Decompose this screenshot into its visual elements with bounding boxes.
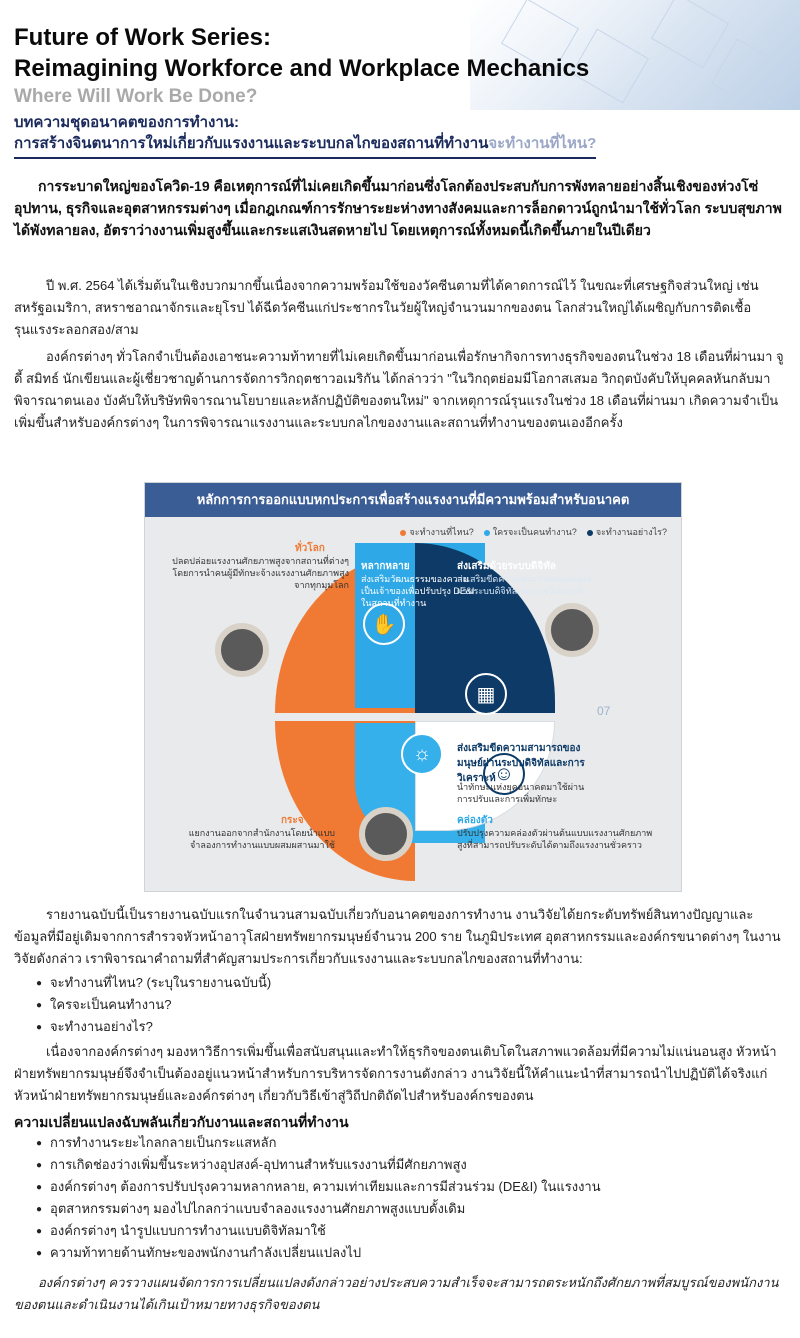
principle-digital-title: ส่งเสริมด้วยระบบดิจิทัล: [457, 561, 556, 572]
principle-global-text: ปลดปล่อยแรงงานศักยภาพสูงจากสถานที่ต่างๆ โดยการนำคนผู้มีทักษะจ้างแรงงานศักยภาพสูงจากทุกมุมโลก: [172, 556, 349, 590]
principle-diverse-text: ส่งเสริมวัฒนธรรมของความเป็นเจ้าของเพื่อปรับปรุง DE&I ในสถานที่ทำงาน: [361, 574, 475, 608]
lightbulb-icon: ☼: [401, 733, 443, 775]
principle-human-title: ส่งเสริมขีดความสามารถของมนุษย์ผ่านระบบดิจิทัลและการวิเคราะห์: [457, 743, 585, 784]
paragraph-1: ปี พ.ศ. 2564 ได้เริ่มต้นในเชิงบวกมากขึ้นเนื่องจากความพร้อมใช้ของวัคซีนตามที่ได้คาดการณ์ไว้ ในขณะที่เศรษฐกิจส่วนใหญ่ เช่น สหรัฐอเมริกา, สหราชอาณาจักรและยุโรป ได้ฉีดวัคซีนแก่ประชากรในวัยผู้ใหญ่จำนวนมากของตน โลกส่วนใหญ่ได้เผชิญกับการติดเชื้อรุนแรงระลอกสอง/สาม: [14, 278, 759, 337]
principle-distributed-title: กระจาย: [281, 815, 316, 826]
principle-digital-text: ส่งเสริมขีดความสามารถของมนุษย์ผ่านระบบดิจิทัลและการวิเคราะห์: [457, 574, 592, 596]
principle-global-title: ทั่วโลก: [295, 543, 325, 554]
paragraph-3: รายงานฉบับนี้เป็นรายงานฉบับแรกในจำนวนสามฉบับเกี่ยวกับอนาคตของการทำงาน งานวิจัยได้ยกระดับทรัพย์สินทางปัญญาและข้อมูลที่มีอยู่เดิมจากการสำรวจหัวหน้าอาวุโสฝ่ายทรัพยากรมนุษย์จำนวน 200 ราย ในภูมิประเทศ อุตสาหกรรมและองค์กรขนาดต่างๆ ในงานวิจัยดังกล่าว เราพิจารณาคำถามที่สำคัญสามประการเกี่ยวกับแรงงานและระบบกลไกของสถานที่ทำงาน:: [14, 907, 781, 966]
thai-article-title-main: การสร้างจินตนาการใหม่เกี่ยวกับแรงงานและระบบกลไกของสถานที่ทำงาน: [14, 135, 489, 152]
principle-distributed-text: แยกงานออกจากสำนักงานโดยนำแบบจำลองการทำงานแบบผสมผสานมาใช้: [188, 828, 335, 850]
person-bottom-image: [359, 807, 413, 861]
legend-item-how: จะทำงานอย่างไร?: [587, 525, 667, 539]
list-item: ● องค์กรต่างๆ ต้องการปรับปรุงความหลากหลาย, ความเท่าเทียมและการมีส่วนร่วม (DE&I) ในแรงงาน: [36, 1176, 601, 1198]
page-subtitle: Where Will Work Be Done?: [14, 86, 258, 107]
principle-agile-text: ปรับปรุงความคล่องตัวผ่านต้นแบบแรงงานศักยภาพสูงที่สามารถปรับระดับได้ตามถึงแรงงานชั่วคราว: [457, 828, 653, 850]
figure-heading: หลักการการออกแบบหกประการเพื่อสร้างแรงงานที่มีความพร้อมสำหรับอนาคต: [145, 483, 681, 517]
people-gear-icon: ☺: [483, 753, 525, 795]
list-item: ● องค์กรต่างๆ นำรูปแบบการทำงานแบบดิจิทัลมาใช้: [36, 1220, 601, 1242]
list-item: ● ความท้าทายด้านทักษะของพนักงานกำลังเปลี่ยนแปลงไป: [36, 1242, 601, 1264]
list-item: ● การเกิดช่องว่างเพิ่มขึ้นระหว่างอุปสงค์-อุปทานสำหรับแรงงานที่มีศักยภาพสูง: [36, 1154, 601, 1176]
principle-human-text: นำทักษะแห่งยุคอนาคตมาใช้ผ่านการปรับและการเพิ่มทักษะ: [457, 782, 585, 804]
questions-list: [36, 972, 271, 1038]
handshake-icon: ✋: [363, 603, 405, 645]
section-heading: ความเปลี่ยนแปลงฉับพลันเกี่ยวกับงานและสถานที่ทำงาน: [14, 1114, 349, 1130]
paragraph-4: เนื่องจากองค์กรต่างๆ มองหาวิธีการเพิ่มขึ้นเพื่อสนับสนุนและทำให้ธุรกิจของตนเติบโตในสภาพแวดล้อมที่มีความไม่แน่นอนสูง หัวหน้าฝ่ายทรัพยากรมนุษย์จึงจำเป็นต้องอยู่แนวหน้าสำหรับการบริหารจัดการงานดังกล่าว งานวิจัยนี้ให้คำแนะนำที่สามารถนำไปปฏิบัติได้จริงแก่หัวหน้าฝ่ายทรัพยากรมนุษย์และองค์กรต่างๆ เกี่ยวกับวิธีเข้าสู่วิถีปกติถัดไปสำหรับองค์กรของตน: [14, 1044, 777, 1103]
thai-article-title-question: จะทำงานที่ไหน?: [488, 135, 597, 152]
closing-paragraph: องค์กรต่างๆ ควรวางแผนจัดการการเปลี่ยนแปลงดังกล่าวอย่างประสบความสำเร็จจะสามารถตระหนักถึงศักยภาพที่สมบูรณ์ของพนักงานของตนและดำเนินงานได้เกินเป้าหมายทางธุรกิจของตน: [14, 1275, 779, 1312]
figure-legend: [400, 525, 667, 539]
thai-series-title: บทความชุดอนาคตของการทำงาน:: [14, 114, 240, 131]
intro-paragraph: การระบาดใหญ่ของโควิด-19 คือเหตุการณ์ที่ไม่เคยเกิดขึ้นมาก่อนซึ่งโลกต้องประสบกับการพังทลายอย่างสิ้นเชิงของห่วงโซ่อุปทาน, ธุรกิจและอุตสาหกรรมต่างๆ เมื่อกฎเกณฑ์การรักษาระยะห่างทางสังคมและการล็อกดาวน์ถูกนำมาใช้ทั่วโลก ระบบสุขภาพได้พังทลายลง, อัตราว่างงานเพิ่มสูงขึ้นและกระแสเงินสดหายไป โดยเหตุการณ์ทั้งหมดนี้เกิดขึ้นภายในปีเดียว: [14, 178, 782, 238]
person-top-right-image: [545, 603, 599, 657]
thai-article-title: [14, 131, 596, 159]
legend-item-where: จะทำงานที่ไหน?: [400, 525, 473, 539]
paragraph-2: องค์กรต่างๆ ทั่วโลกจำเป็นต้องเอาชนะความท้าทายที่ไม่เคยเกิดขึ้นมาก่อนเพื่อรักษากิจการทางธุรกิจของตนในช่วง 18 เดือนที่ผ่านมา จูดี้ สมิทธ์ นักเขียนและผู้เชี่ยวชาญด้านการจัดการวิกฤตชาวอเมริกัน ได้กล่าวว่า "ในวิกฤตย่อมมีโอกาสเสมอ วิกฤตบังคับให้บุคคลหันกลับมาพิจารณาตนเอง บังคับให้บริษัทพิจารณานโยบายและหลักปฏิบัติของตนใหม่" จากเหตุการณ์รุนแรงในช่วง 18 เดือนที่ผ่านมา เกิดความจำเป็นเพิ่มขึ้นสำหรับองค์กรต่างๆ ในการพิจารณาแรงงานและระบบกลไกของงานและสถานที่ทำงานของตนเองอีกครั้ง: [14, 349, 784, 430]
changes-list: [36, 1132, 601, 1264]
list-item: ● จะทำงานอย่างไร?: [36, 1016, 271, 1038]
legend-item-who: ใครจะเป็นคนทำงาน?: [484, 525, 577, 539]
title-line-1: Future of Work Series:: [14, 24, 271, 51]
analytics-icon: ▦: [465, 673, 507, 715]
list-item: ● การทำงานระยะไกลกลายเป็นกระแสหลัก: [36, 1132, 601, 1154]
list-item: ● จะทำงานที่ไหน? (ระบุในรายงานฉบับนี้): [36, 972, 271, 994]
design-principles-figure: [144, 482, 682, 892]
figure-page-mark: 07: [597, 704, 611, 718]
title-line-2: Reimagining Workforce and Workplace Mechanics: [14, 55, 590, 82]
list-item: ● อุตสาหกรรมต่างๆ มองไปไกลกว่าแบบจำลองแรงงานศักยภาพสูงแบบดั้งเดิม: [36, 1198, 601, 1220]
principle-agile-title: คล่องตัว: [457, 815, 493, 826]
person-top-left-image: [215, 623, 269, 677]
page-title: [14, 22, 774, 84]
list-item: ● ใครจะเป็นคนทำงาน?: [36, 994, 271, 1016]
principle-diverse-title: หลากหลาย: [361, 561, 410, 572]
